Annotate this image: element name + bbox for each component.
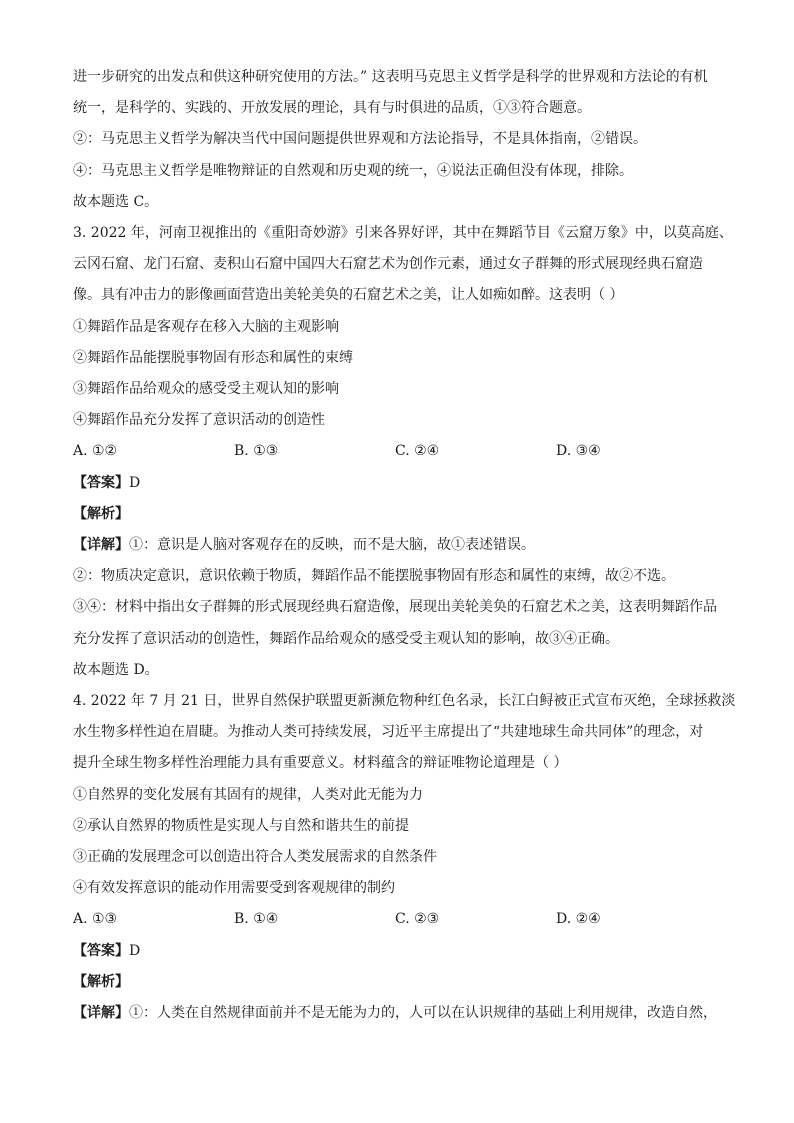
detail-text: ①：人类在自然规律面前并不是无能为力的，人可以在认识规律的基础上利用规律，改造自然， [129,1005,717,1022]
option-c: C. ②④ [395,443,440,460]
detail-line: ②：物质决定意识，意识依赖于物质，舞蹈作品不能摆脱事物固有形态和属性的束缚，故②不选。 [73,568,675,585]
detail-line: 充分发挥了意识活动的创造性，舞蹈作品给观众的感受受主观认知的影响，故③④正确。 [73,630,619,647]
answer-line [73,936,723,967]
option-b: B. ①③ [234,443,279,460]
option-b: B. ①④ [234,911,279,928]
answer-label: 【答案】 [73,474,129,491]
question-stem-line: 水生物多样性迫在眉睫。为推动人类可持续发展，习近平主席提出了“共建地球生命共同体”的理念，对 [73,724,704,741]
statement-item: ④舞蹈作品充分发挥了意识活动的创造性 [73,412,325,429]
answer-line [73,468,723,499]
prev-analysis [73,62,723,218]
detail-line [73,998,723,1029]
statement-item: ③舞蹈作品给观众的感受受主观认知的影响 [73,381,339,398]
statement-item: ②舞蹈作品能摆脱事物固有形态和属性的束缚 [73,349,353,366]
answer-value: D [129,942,141,959]
question-stem-line: 4. 2022 年 7 月 21 日，世界自然保护联盟更新濒危物种红色名录，长江白鲟被正式宣布灭绝，全球拯救淡 [73,693,736,710]
statement-item: ①自然界的变化发展有其固有的规律，人类对此无能为力 [73,786,423,803]
analysis-label: 【解析】 [73,973,129,990]
statement-item: ①舞蹈作品是客观存在移入大脑的主观影响 [73,318,339,335]
detail-line: 故本题选 D。 [73,661,159,678]
question-3 [73,218,733,686]
answer-options [73,904,723,935]
detail-line [73,530,723,561]
answer-value: D [129,474,141,491]
option-c: C. ②③ [395,911,440,928]
text-line: 统一，是科学的、实践的、开放发展的理论，具有与时俱进的品质，①③符合题意。 [73,100,591,117]
detail-label: 【详解】 [73,537,129,554]
document-page [73,62,736,1029]
statement-item: ④有效发挥意识的能动作用需要受到客观规律的制约 [73,880,395,897]
option-d: D. ②④ [556,911,601,928]
detail-line: ③④：材料中指出女子群舞的形式展现经典石窟造像，展现出美轮美奂的石窟艺术之美，这表明舞蹈作品 [73,599,717,616]
question-stem-line: 像。具有冲击力的影像画面营造出美轮美奂的石窟艺术之美，让人如痴如醉。这表明（ ） [73,287,624,304]
statement-item: ②承认自然界的物质性是实现人与自然和谐共生的前提 [73,817,409,834]
detail-label: 【详解】 [73,1005,129,1022]
text-line: ④：马克思主义哲学是唯物辩证的自然观和历史观的统一，④说法正确但没有体现，排除。 [73,162,633,179]
option-d: D. ③④ [556,443,601,460]
analysis-label: 【解析】 [73,505,129,522]
option-a: A. ①③ [73,911,118,928]
detail-text: ①：意识是人脑对客观存在的反映，而不是大脑，故①表述错误。 [129,537,535,554]
text-line: ②：马克思主义哲学为解决当代中国问题提供世界观和方法论指导，不是具体指南，②错误。 [73,131,647,148]
question-stem-line: 3. 2022 年，河南卫视推出的《重阳奇妙游》引来各界好评，其中在舞蹈节目《云窟万象》中，以莫高庭、 [73,225,733,242]
option-a: A. ①② [73,443,118,460]
text-line: 进一步研究的出发点和供这种研究使用的方法。” 这表明马克思主义哲学是科学的世界观和方法论的有机 [73,69,708,85]
text-line: 故本题选 C。 [73,193,159,210]
question-4 [73,686,736,1029]
answer-options [73,436,723,467]
question-stem-line: 提升全球生物多样性治理能力具有重要意义。材料蕴含的辩证唯物论道理是（ ） [73,755,568,772]
answer-label: 【答案】 [73,942,129,959]
statement-item: ③正确的发展理念可以创造出符合人类发展需求的自然条件 [73,849,437,866]
question-stem-line: 云冈石窟、龙门石窟、麦积山石窟中国四大石窟艺术为创作元素，通过女子群舞的形式展现经典石窟造 [73,256,703,273]
